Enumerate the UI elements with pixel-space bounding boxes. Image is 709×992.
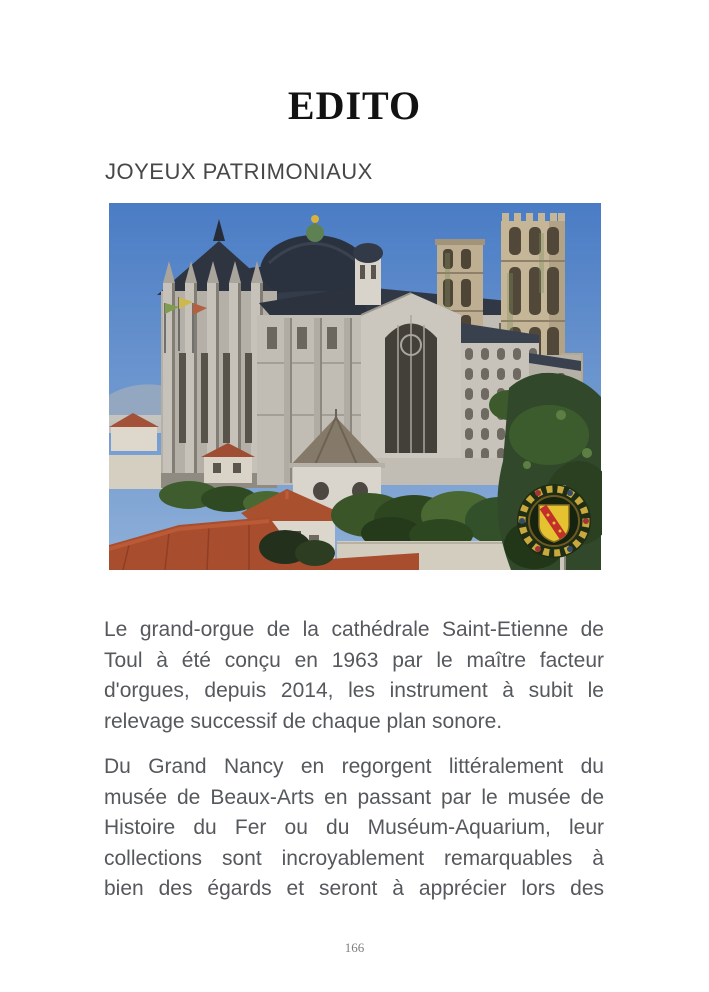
paragraph-line: Histoire du Fer ou du Muséum-Aquarium, leur (104, 816, 604, 839)
cathedral-photo (108, 203, 602, 570)
paragraph-line: relevage successif de chaque plan sonore. (104, 709, 503, 733)
page-title: EDITO (287, 83, 422, 128)
subtitle: JOYEUX PATRIMONIAUX (105, 159, 373, 184)
paragraph-line: collections sont incroyablement remarquables à (104, 846, 604, 870)
lorraine-emblem (517, 484, 591, 558)
paragraph-line: musée de Beaux-Arts en passant par le musée de (104, 785, 604, 809)
paragraph-line: d'orgues, depuis 2014, les instrument à subit le (104, 679, 604, 702)
paragraph-line: bien des égards et seront à apprécier lors des (104, 877, 604, 900)
page-number: 166 (344, 940, 365, 955)
paragraph-1 (104, 615, 604, 737)
lantern-turret (353, 243, 383, 305)
paragraph-line: Le grand-orgue de la cathédrale Saint-Etienne de (104, 618, 604, 641)
paragraph-line: Toul à été conçu en 1963 par le maître facteur (104, 648, 604, 672)
cathedral-photo-illustration (108, 203, 602, 570)
paragraph-line: Du Grand Nancy en regorgent littéralement du (104, 755, 604, 778)
transept-window (361, 293, 461, 458)
paragraph-2 (104, 752, 604, 905)
